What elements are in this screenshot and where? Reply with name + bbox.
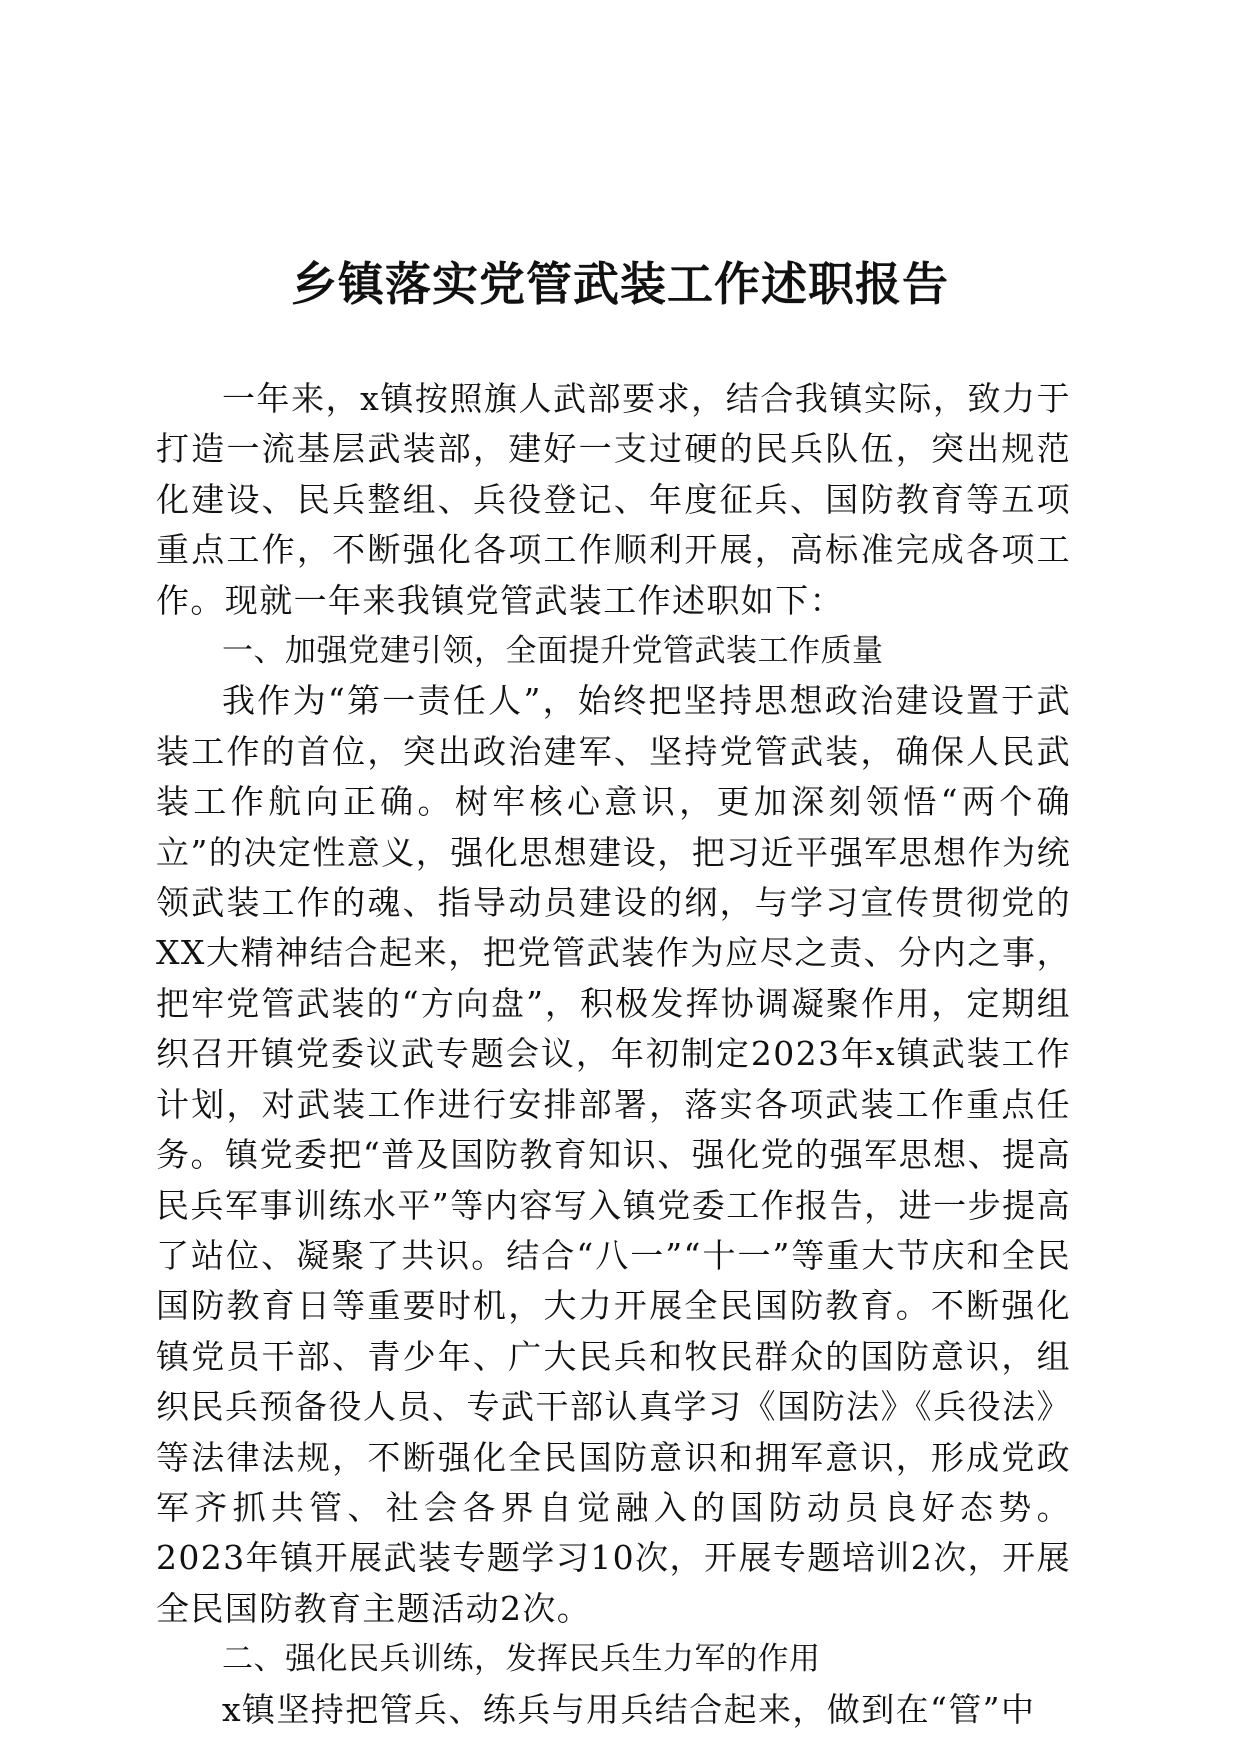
intro-paragraph: 一年来，x镇按照旗人武部要求，结合我镇实际，致力于打造一流基层武装部，建好一支过硬的民兵队伍，突出规范化建设、民兵整组、兵役登记、年度征兵、国防教育等五项重点工作，不断强化各项工作顺利开展，高标准完成各项工作。现就一年来我镇党管武装工作述职如下：	[156, 379, 1071, 620]
section-heading-2: 二、强化民兵训练，发挥民兵生力军的作用	[222, 1641, 821, 1678]
document-body	[156, 374, 1071, 1735]
section-paragraph-1: 我作为“第一责任人”，始终把坚持思想政治建设置于武装工作的首位，突出政治建军、坚持党管武装，确保人民武装工作航向正确。树牢核心意识，更加深刻领悟“两个确立”的决定性意义，强化思想建设，把习近平强军思想作为统领武装工作的魂、指导动员建设的纲，与学习宣传贯彻党的XX大精神结合起来，把党管武装作为应尽之责、分内之事，把牢党管武装的“方向盘”，积极发挥协调凝聚作用，定期组织召开镇党委议武专题会议，年初制定2023年x镇武装工作计划，对武装工作进行安排部署，落实各项武装工作重点任务。镇党委把“普及国防教育知识、强化党的强军思想、提高民兵军事训练水平”等内容写入镇党委工作报告，进一步提高了站位、凝聚了共识。结合“八一”“十一”等重大节庆和全民国防教育日等重要时机，大力开展全民国防教育。不断强化镇党员干部、青少年、广大民兵和牧民群众的国防意识，组织民兵预备役人员、专武干部认真学习《国防法》《兵役法》等法律法规，不断强化全民国防意识和拥军意识，形成党政军齐抓共管、社会各界自觉融入的国防动员良好态势。2023年镇开展武装专题学习10次，开展专题培训2次，开展全民国防教育主题活动2次。	[156, 681, 1071, 1628]
document-title: 乡镇落实党管武装工作述职报告	[291, 257, 949, 311]
section-heading-1: 一、加强党建引领，全面提升党管武装工作质量	[222, 633, 884, 670]
section-paragraph-2: x镇坚持把管兵、练兵与用兵结合起来，做到在“管”中	[222, 1689, 1036, 1729]
